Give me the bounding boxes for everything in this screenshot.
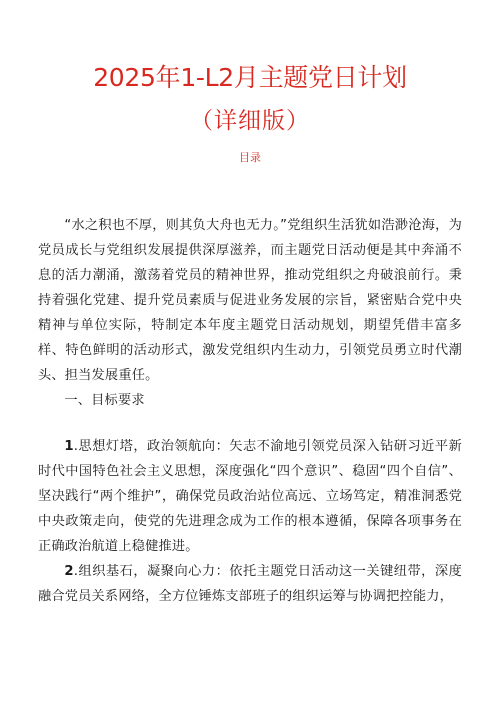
goal-item-number: 1 <box>64 439 74 454</box>
goal-item-number: 2 <box>64 564 74 579</box>
section-heading-goals: 一、目标要求 <box>64 393 145 408</box>
table-of-contents-link[interactable]: 目录 <box>239 151 261 164</box>
document-subtitle: （详细版） <box>190 108 310 134</box>
intro-paragraph: “水之积也不厚，则其负大舟也无力。”党组织生活犹如浩渺沧海，为党员成长与党组织发展提供深厚滋养，而主题党日活动便是其中奔涌不息的活力潮涌，激荡着党员的精神世界，推动党组织之舟破浪前行。秉持着强化党建、提升党员素质与促进业务发展的宗旨，紧密贴合党中央精神与单位实际，特制定本年度主题党日活动规划，期望凭借丰富多样、特色鲜明的活动形式，激发党组织内生动力，引领党员勇立时代潮头、担当发展重任。 <box>38 218 462 383</box>
goal-item-1 <box>38 434 462 559</box>
document-body <box>38 213 462 609</box>
goal-item-text: .思想灯塔，政治领航向：矢志不渝地引领党员深入钻研习近平新时代中国特色社会主义思想，深度强化“四个意识”、稳固“四个自信”、坚决践行“两个维护”，确保党员政治站位高远、立场笃定，精准洞悉党中央政策走向，使党的先进理念成为工作的根本遵循，保障各项事务在正确政治航道上稳健推进。 <box>38 439 462 554</box>
document-title: 2025年1-L2月主题党日计划 <box>93 63 407 92</box>
goal-item-text: .组织基石，凝聚向心力：依托主题党日活动这一关键纽带，深度融合党员关系网络，全方位锤炼支部班子的组织运筹与协调把控能力， <box>38 564 462 604</box>
goal-item-2 <box>38 559 462 609</box>
